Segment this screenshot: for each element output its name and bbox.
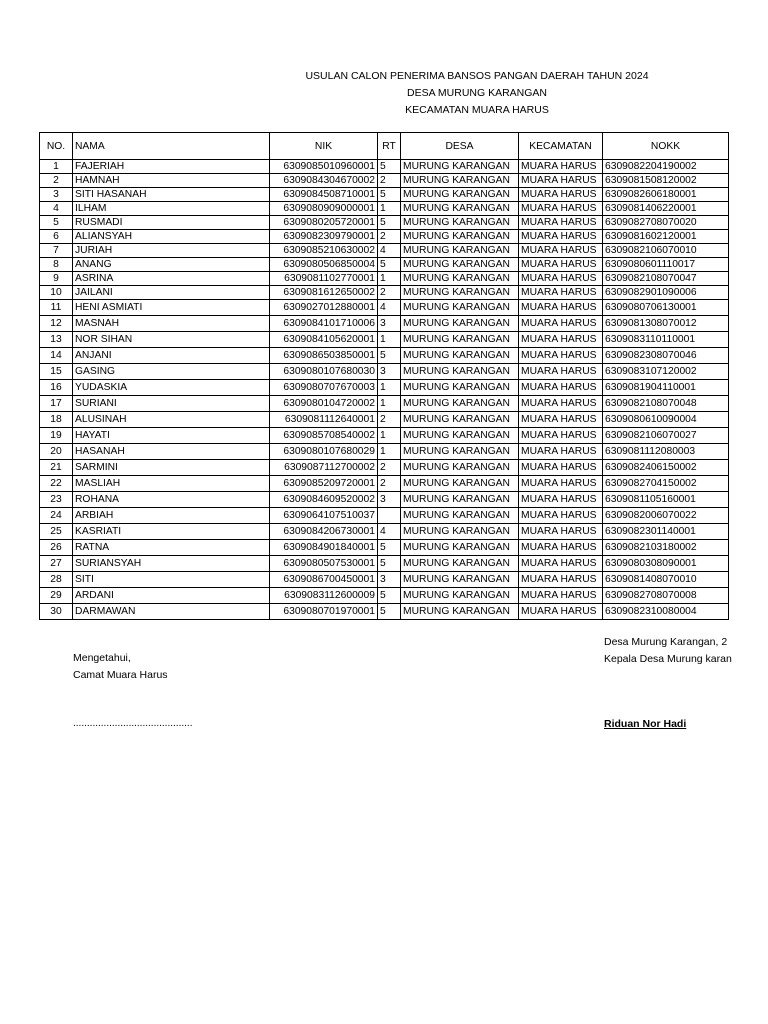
row-no: 16 <box>40 380 73 396</box>
row-rt: 3 <box>378 364 401 380</box>
row-nik: 6309080909000001 <box>270 202 378 216</box>
row-no: 15 <box>40 364 73 380</box>
row-nokk: 6309083110110001 <box>603 332 729 348</box>
row-nokk: 6309081112080003 <box>603 444 729 460</box>
row-no: 9 <box>40 272 73 286</box>
place-date: Desa Murung Karangan, 2 <box>604 636 728 648</box>
title-line-3: KECAMATAN MUARA HARUS <box>405 104 549 116</box>
row-nokk: 6309082106070010 <box>603 244 729 258</box>
table-row <box>40 604 729 620</box>
row-rt: 4 <box>378 524 401 540</box>
row-nik: 6309085209720001 <box>270 476 378 492</box>
row-nokk: 6309081105160001 <box>603 492 729 508</box>
row-nik: 6309087112700002 <box>270 460 378 476</box>
row-nama: FAJERIAH <box>73 160 270 174</box>
table-row <box>40 540 729 556</box>
row-desa: MURUNG KARANGAN <box>401 364 519 380</box>
row-nama: SARMINI <box>73 460 270 476</box>
row-kecamatan: MUARA HARUS <box>519 572 603 588</box>
row-nama: NOR SIHAN <box>73 332 270 348</box>
row-desa: MURUNG KARANGAN <box>401 348 519 364</box>
row-nama: KASRIATI <box>73 524 270 540</box>
row-nik: 6309084901840001 <box>270 540 378 556</box>
row-desa: MURUNG KARANGAN <box>401 230 519 244</box>
row-rt: 3 <box>378 492 401 508</box>
row-nokk: 6309082308070046 <box>603 348 729 364</box>
row-desa: MURUNG KARANGAN <box>401 444 519 460</box>
table-row <box>40 492 729 508</box>
row-rt: 3 <box>378 572 401 588</box>
row-nokk: 6309082204190002 <box>603 160 729 174</box>
row-no: 18 <box>40 412 73 428</box>
col-rt-header: RT <box>378 133 401 160</box>
row-kecamatan: MUARA HARUS <box>519 174 603 188</box>
row-no: 22 <box>40 476 73 492</box>
row-kecamatan: MUARA HARUS <box>519 492 603 508</box>
table-row <box>40 188 729 202</box>
row-nokk: 6309082103180002 <box>603 540 729 556</box>
row-desa: MURUNG KARANGAN <box>401 332 519 348</box>
row-no: 6 <box>40 230 73 244</box>
row-no: 23 <box>40 492 73 508</box>
row-no: 26 <box>40 540 73 556</box>
row-kecamatan: MUARA HARUS <box>519 540 603 556</box>
row-rt: 1 <box>378 380 401 396</box>
row-nik: 6309084609520002 <box>270 492 378 508</box>
row-nokk: 6309080610090004 <box>603 412 729 428</box>
row-nokk: 6309083107120002 <box>603 364 729 380</box>
table-row <box>40 348 729 364</box>
row-rt: 2 <box>378 476 401 492</box>
row-no: 27 <box>40 556 73 572</box>
table-row <box>40 272 729 286</box>
row-nik: 6309080104720002 <box>270 396 378 412</box>
village-head-title: Kepala Desa Murung karan <box>604 653 732 665</box>
table-row <box>40 160 729 174</box>
row-rt: 1 <box>378 444 401 460</box>
row-rt: 1 <box>378 428 401 444</box>
row-nama: HAYATI <box>73 428 270 444</box>
row-nokk: 6309082106070027 <box>603 428 729 444</box>
row-desa: MURUNG KARANGAN <box>401 396 519 412</box>
row-desa: MURUNG KARANGAN <box>401 412 519 428</box>
row-kecamatan: MUARA HARUS <box>519 380 603 396</box>
row-no: 2 <box>40 174 73 188</box>
row-rt: 2 <box>378 230 401 244</box>
row-nokk: 6309081406220001 <box>603 202 729 216</box>
row-nokk: 6309081508120002 <box>603 174 729 188</box>
row-rt: 1 <box>378 272 401 286</box>
row-nik: 6309080107680029 <box>270 444 378 460</box>
row-desa: MURUNG KARANGAN <box>401 540 519 556</box>
row-nama: JAILANI <box>73 286 270 300</box>
table-row <box>40 524 729 540</box>
row-no: 4 <box>40 202 73 216</box>
row-desa: MURUNG KARANGAN <box>401 604 519 620</box>
acknowledged-label: Mengetahui, <box>73 652 131 664</box>
table-row <box>40 364 729 380</box>
row-kecamatan: MUARA HARUS <box>519 348 603 364</box>
row-nokk: 6309082606180001 <box>603 188 729 202</box>
row-nik: 6309084101710006 <box>270 316 378 332</box>
row-kecamatan: MUARA HARUS <box>519 524 603 540</box>
row-kecamatan: MUARA HARUS <box>519 244 603 258</box>
row-no: 14 <box>40 348 73 364</box>
row-kecamatan: MUARA HARUS <box>519 300 603 316</box>
row-no: 20 <box>40 444 73 460</box>
row-rt: 5 <box>378 540 401 556</box>
row-nik: 6309081112640001 <box>270 412 378 428</box>
col-nokk-header: NOKK <box>603 133 729 160</box>
title-line-2: DESA MURUNG KARANGAN <box>406 87 548 99</box>
row-kecamatan: MUARA HARUS <box>519 556 603 572</box>
row-kecamatan: MUARA HARUS <box>519 316 603 332</box>
row-no: 12 <box>40 316 73 332</box>
row-rt: 5 <box>378 160 401 174</box>
row-nik: 6309085708540002 <box>270 428 378 444</box>
row-no: 19 <box>40 428 73 444</box>
row-kecamatan: MUARA HARUS <box>519 202 603 216</box>
table-row <box>40 216 729 230</box>
row-nokk: 6309082310080004 <box>603 604 729 620</box>
table-row <box>40 588 729 604</box>
row-rt: 5 <box>378 604 401 620</box>
table-row <box>40 202 729 216</box>
row-nama: HASANAH <box>73 444 270 460</box>
row-rt: 5 <box>378 556 401 572</box>
col-kecamatan-header: KECAMATAN <box>519 133 603 160</box>
row-no: 10 <box>40 286 73 300</box>
row-desa: MURUNG KARANGAN <box>401 174 519 188</box>
row-nama: GASING <box>73 364 270 380</box>
row-no: 5 <box>40 216 73 230</box>
row-kecamatan: MUARA HARUS <box>519 588 603 604</box>
row-nokk: 6309082108070048 <box>603 396 729 412</box>
col-desa-header: DESA <box>401 133 519 160</box>
row-kecamatan: MUARA HARUS <box>519 230 603 244</box>
table-row <box>40 412 729 428</box>
table-row <box>40 230 729 244</box>
row-nik: 6309081612650002 <box>270 286 378 300</box>
table-row <box>40 556 729 572</box>
row-nama: MASLIAH <box>73 476 270 492</box>
table-row <box>40 444 729 460</box>
row-nik: 6309082309790001 <box>270 230 378 244</box>
row-kecamatan: MUARA HARUS <box>519 428 603 444</box>
row-nokk: 6309080308090001 <box>603 556 729 572</box>
row-no: 28 <box>40 572 73 588</box>
row-nokk: 6309082708070008 <box>603 588 729 604</box>
camat-signature-line: ........................................... <box>73 718 193 729</box>
row-rt: 4 <box>378 300 401 316</box>
row-nik: 6309081102770001 <box>270 272 378 286</box>
row-rt: 5 <box>378 258 401 272</box>
village-head-name: Riduan Nor Hadi <box>604 718 687 730</box>
row-desa: MURUNG KARANGAN <box>401 160 519 174</box>
row-desa: MURUNG KARANGAN <box>401 524 519 540</box>
table-row <box>40 174 729 188</box>
row-kecamatan: MUARA HARUS <box>519 396 603 412</box>
row-rt: 2 <box>378 412 401 428</box>
row-nama: SURIANSYAH <box>73 556 270 572</box>
table-row <box>40 300 729 316</box>
row-nama: ANANG <box>73 258 270 272</box>
row-no: 1 <box>40 160 73 174</box>
row-rt: 1 <box>378 332 401 348</box>
row-nama: SURIANI <box>73 396 270 412</box>
row-desa: MURUNG KARANGAN <box>401 476 519 492</box>
row-nik: 6309080701970001 <box>270 604 378 620</box>
row-rt: 5 <box>378 188 401 202</box>
row-kecamatan: MUARA HARUS <box>519 286 603 300</box>
table-row <box>40 380 729 396</box>
col-nik-header: NIK <box>270 133 378 160</box>
row-rt: 5 <box>378 216 401 230</box>
row-rt: 2 <box>378 460 401 476</box>
row-rt: 4 <box>378 244 401 258</box>
row-rt: 5 <box>378 348 401 364</box>
row-kecamatan: MUARA HARUS <box>519 332 603 348</box>
row-kecamatan: MUARA HARUS <box>519 258 603 272</box>
row-desa: MURUNG KARANGAN <box>401 244 519 258</box>
row-kecamatan: MUARA HARUS <box>519 364 603 380</box>
row-nik: 6309086700450001 <box>270 572 378 588</box>
table-row <box>40 316 729 332</box>
row-nik: 6309084304670002 <box>270 174 378 188</box>
row-desa: MURUNG KARANGAN <box>401 508 519 524</box>
row-nokk: 6309081904110001 <box>603 380 729 396</box>
table-row <box>40 396 729 412</box>
table-row <box>40 572 729 588</box>
row-nokk: 6309082708070020 <box>603 216 729 230</box>
row-nokk: 6309082406150002 <box>603 460 729 476</box>
row-desa: MURUNG KARANGAN <box>401 188 519 202</box>
row-nama: JURIAH <box>73 244 270 258</box>
row-nokk: 6309082301140001 <box>603 524 729 540</box>
row-nama: MASNAH <box>73 316 270 332</box>
row-rt <box>378 508 401 524</box>
row-no: 17 <box>40 396 73 412</box>
row-desa: MURUNG KARANGAN <box>401 588 519 604</box>
row-no: 24 <box>40 508 73 524</box>
row-desa: MURUNG KARANGAN <box>401 216 519 230</box>
row-nokk: 6309081602120001 <box>603 230 729 244</box>
row-nama: ALIANSYAH <box>73 230 270 244</box>
row-no: 25 <box>40 524 73 540</box>
row-nokk: 6309082108070047 <box>603 272 729 286</box>
row-kecamatan: MUARA HARUS <box>519 412 603 428</box>
col-nama-header: NAMA <box>73 133 270 160</box>
row-nokk: 6309080706130001 <box>603 300 729 316</box>
row-nik: 6309080506850004 <box>270 258 378 272</box>
row-no: 30 <box>40 604 73 620</box>
row-nokk: 6309082704150002 <box>603 476 729 492</box>
row-kecamatan: MUARA HARUS <box>519 188 603 202</box>
table-body <box>40 160 729 620</box>
row-no: 7 <box>40 244 73 258</box>
row-nik: 6309084508710001 <box>270 188 378 202</box>
row-nama: HAMNAH <box>73 174 270 188</box>
row-rt: 5 <box>378 588 401 604</box>
row-nik: 6309080205720001 <box>270 216 378 230</box>
col-no-header: NO. <box>40 133 73 160</box>
table-row <box>40 286 729 300</box>
row-kecamatan: MUARA HARUS <box>519 476 603 492</box>
title-line-1: USULAN CALON PENERIMA BANSOS PANGAN DAERAH TAHUN 2024 <box>305 70 649 82</box>
row-nik: 6309027012880001 <box>270 300 378 316</box>
table-row <box>40 258 729 272</box>
table-row <box>40 244 729 258</box>
table-row <box>40 476 729 492</box>
row-desa: MURUNG KARANGAN <box>401 300 519 316</box>
row-nik: 6309086503850001 <box>270 348 378 364</box>
table-header-row <box>40 133 729 160</box>
row-nama: SITI HASANAH <box>73 188 270 202</box>
table-row <box>40 428 729 444</box>
row-kecamatan: MUARA HARUS <box>519 444 603 460</box>
row-nama: ALUSINAH <box>73 412 270 428</box>
row-rt: 2 <box>378 174 401 188</box>
row-nik: 6309085210630002 <box>270 244 378 258</box>
row-nama: RUSMADI <box>73 216 270 230</box>
row-nama: ROHANA <box>73 492 270 508</box>
row-rt: 2 <box>378 286 401 300</box>
row-desa: MURUNG KARANGAN <box>401 272 519 286</box>
row-kecamatan: MUARA HARUS <box>519 160 603 174</box>
row-desa: MURUNG KARANGAN <box>401 492 519 508</box>
row-kecamatan: MUARA HARUS <box>519 272 603 286</box>
row-kecamatan: MUARA HARUS <box>519 604 603 620</box>
row-rt: 3 <box>378 316 401 332</box>
row-nama: RATNA <box>73 540 270 556</box>
row-desa: MURUNG KARANGAN <box>401 460 519 476</box>
row-nokk: 6309082901090006 <box>603 286 729 300</box>
row-nama: YUDASKIA <box>73 380 270 396</box>
row-nama: DARMAWAN <box>73 604 270 620</box>
row-nama: ANJANI <box>73 348 270 364</box>
row-no: 21 <box>40 460 73 476</box>
row-desa: MURUNG KARANGAN <box>401 286 519 300</box>
row-no: 11 <box>40 300 73 316</box>
row-kecamatan: MUARA HARUS <box>519 508 603 524</box>
table-row <box>40 508 729 524</box>
row-rt: 1 <box>378 396 401 412</box>
row-desa: MURUNG KARANGAN <box>401 258 519 272</box>
recipient-table <box>39 132 729 620</box>
row-rt: 1 <box>378 202 401 216</box>
row-kecamatan: MUARA HARUS <box>519 460 603 476</box>
row-nama: ARBIAH <box>73 508 270 524</box>
row-nama: SITI <box>73 572 270 588</box>
row-nama: ILHAM <box>73 202 270 216</box>
row-nik: 6309080107680030 <box>270 364 378 380</box>
camat-title: Camat Muara Harus <box>73 669 168 681</box>
row-no: 3 <box>40 188 73 202</box>
row-nik: 6309084105620001 <box>270 332 378 348</box>
row-nik: 6309064107510037 <box>270 508 378 524</box>
row-nokk: 6309081408070010 <box>603 572 729 588</box>
row-no: 8 <box>40 258 73 272</box>
row-nik: 6309080507530001 <box>270 556 378 572</box>
row-nokk: 6309080601110017 <box>603 258 729 272</box>
row-kecamatan: MUARA HARUS <box>519 216 603 230</box>
row-nik: 6309085010960001 <box>270 160 378 174</box>
row-nik: 6309083112600009 <box>270 588 378 604</box>
row-nik: 6309080707670003 <box>270 380 378 396</box>
row-nokk: 6309081308070012 <box>603 316 729 332</box>
table-row <box>40 332 729 348</box>
row-nama: ARDANI <box>73 588 270 604</box>
row-nama: ASRINA <box>73 272 270 286</box>
row-desa: MURUNG KARANGAN <box>401 428 519 444</box>
row-no: 13 <box>40 332 73 348</box>
row-nik: 6309084206730001 <box>270 524 378 540</box>
row-nama: HENI ASMIATI <box>73 300 270 316</box>
row-desa: MURUNG KARANGAN <box>401 202 519 216</box>
table-row <box>40 460 729 476</box>
row-desa: MURUNG KARANGAN <box>401 380 519 396</box>
row-desa: MURUNG KARANGAN <box>401 556 519 572</box>
row-nokk: 6309082006070022 <box>603 508 729 524</box>
row-desa: MURUNG KARANGAN <box>401 572 519 588</box>
row-no: 29 <box>40 588 73 604</box>
row-desa: MURUNG KARANGAN <box>401 316 519 332</box>
